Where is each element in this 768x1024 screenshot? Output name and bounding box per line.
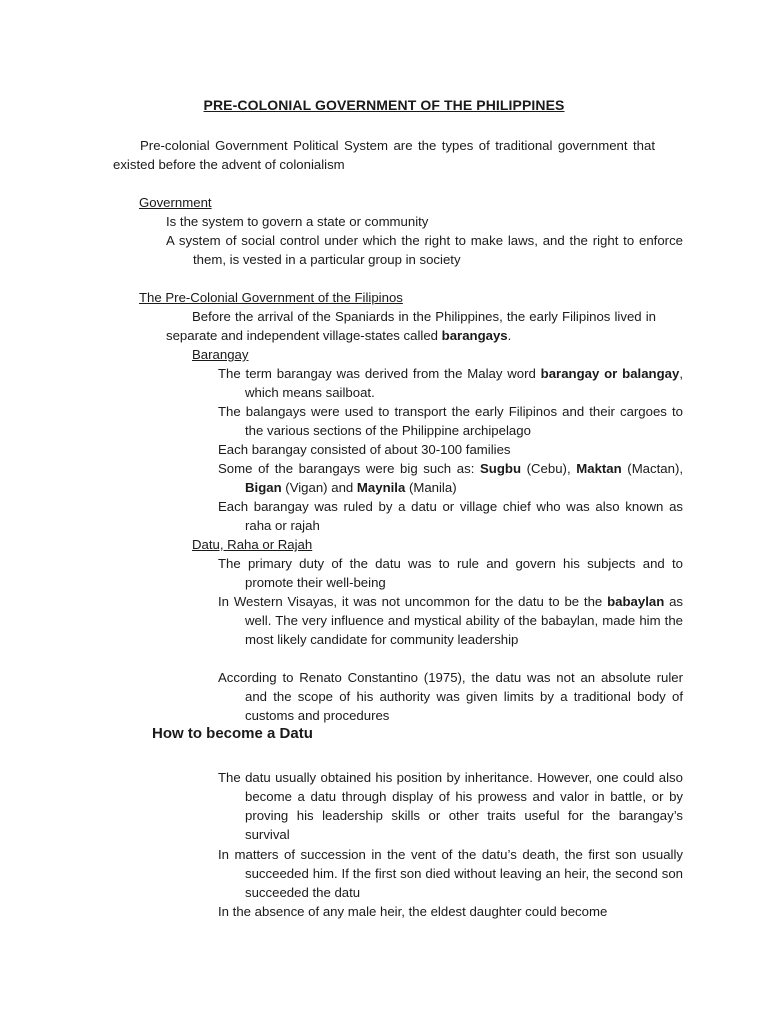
barangay-item-text: , which means sailboat. — [245, 366, 683, 400]
datu-item-text: as well. The very influence and mystical ability of the babaylan, made him the most likely candidate for community leadership — [245, 594, 684, 647]
precolonial-heading: The Pre-Colonial Government of the Filipinos — [139, 290, 403, 305]
datu-item: According to Renato Constantino (1975), the datu was not an absolute ruler and the scope of his authority was given limits by a traditional body of customs and procedures — [218, 670, 683, 723]
datu-item-text: In Western Visayas, it was not uncommon for the datu to be the — [218, 594, 608, 609]
barangay-item: Each barangay was ruled by a datu or village chief who was also known as raha or rajah — [218, 499, 683, 533]
government-heading: Government — [139, 195, 212, 210]
barangay-heading: Barangay — [192, 347, 249, 362]
place-name-bigan: Bigan — [245, 480, 282, 495]
babaylan-term: babaylan — [607, 594, 665, 609]
how-to-become-datu-heading: How to become a Datu — [152, 725, 313, 742]
place-name-maynila: Maynila — [356, 480, 406, 495]
barangay-item-text: (Cebu), — [521, 461, 577, 476]
government-item: A system of social control under which the right to make laws, and the right to enforce them, is vested in a particular group in society — [166, 233, 683, 267]
precolonial-period: . — [507, 328, 512, 343]
intro-paragraph: Pre-colonial Government Political System are the types of traditional government that existed before the advent of colonialism — [113, 138, 655, 172]
datu-item — [218, 592, 683, 649]
government-item: Is the system to govern a state or community — [166, 214, 429, 229]
datu-heading: Datu, Raha or Rajah — [192, 537, 313, 552]
place-name-maktan: Maktan — [576, 461, 622, 476]
how-item: The datu usually obtained his position by inheritance. However, one could also become a datu through display of his prowess and valor in battle, or by proving his leadership skills or other traits useful for the barangay’s survival — [218, 770, 683, 842]
barangay-item-bold: barangay or balangay — [540, 366, 680, 381]
barangay-item-text: The term barangay was derived from the Malay word — [218, 366, 541, 381]
barangay-item: The balangays were used to transport the early Filipinos and their cargoes to the various sections of the Philippine archipelago — [218, 404, 683, 438]
how-item: In matters of succession in the vent of the datu’s death, the first son usually succeeded him. If the first son died without leaving an heir, the second son succeeded the datu — [218, 847, 683, 900]
barangay-item-text: Some of the barangays were big such as: — [218, 461, 480, 476]
barangays-term: barangays — [441, 328, 508, 343]
barangay-item — [218, 364, 683, 402]
how-item: In the absence of any male heir, the eldest daughter could become — [218, 904, 608, 919]
page-title: PRE-COLONIAL GOVERNMENT OF THE PHILIPPINES — [203, 97, 565, 113]
barangay-item — [218, 459, 683, 497]
barangay-item-text: (Mactan), — [621, 461, 684, 476]
datu-item: The primary duty of the datu was to rule and govern his subjects and to promote their well-being — [218, 556, 683, 590]
barangay-item-text: (Vigan) and — [281, 480, 357, 495]
barangay-item-text: (Manila) — [405, 480, 457, 495]
barangay-item: Each barangay consisted of about 30-100 families — [218, 442, 511, 457]
place-name-sugbu: Sugbu — [479, 461, 522, 476]
precolonial-text: Before the arrival of the Spaniards in the Philippines, the early Filipinos lived in separate and independent village-states called — [166, 309, 656, 343]
precolonial-paragraph — [166, 307, 656, 345]
